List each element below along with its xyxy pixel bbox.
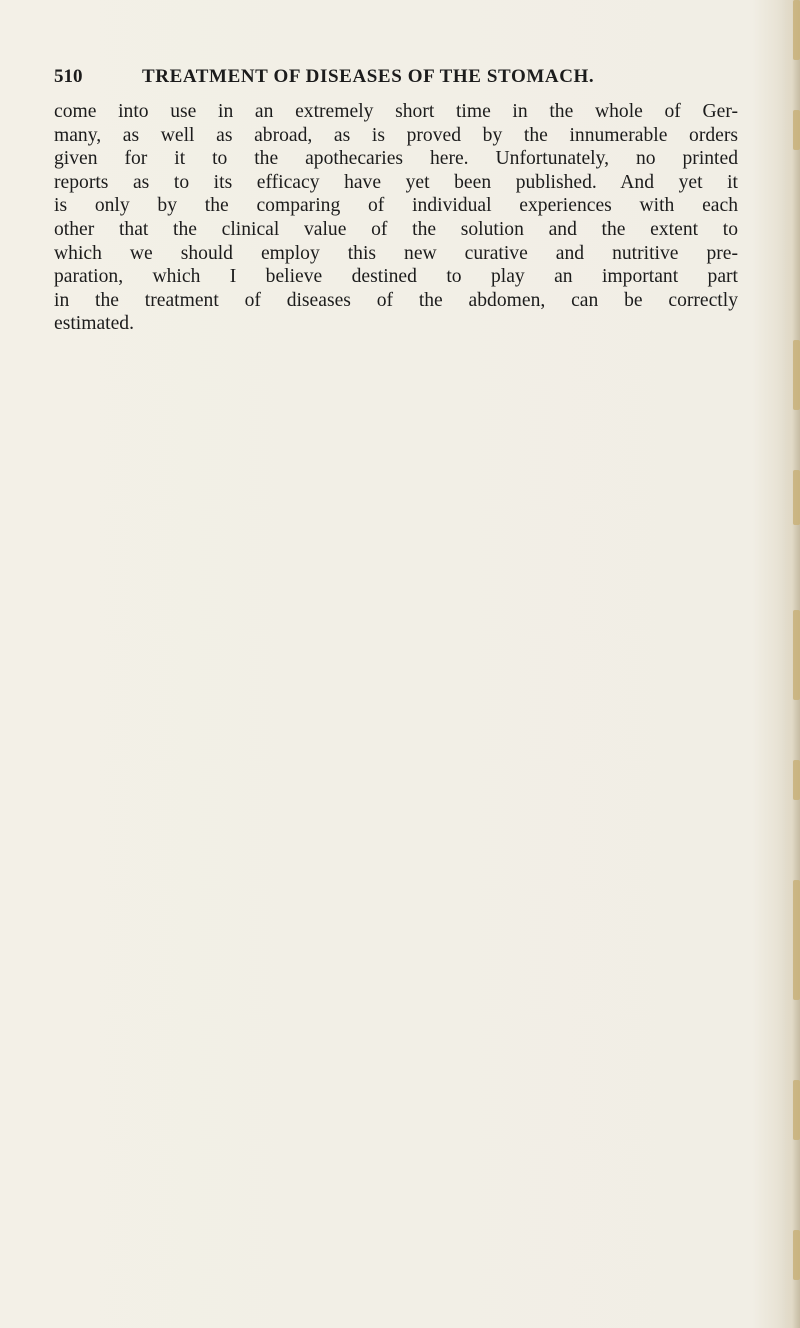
text-line: paration, which I believe destined to play an important part (54, 266, 738, 288)
page-number: 510 (54, 66, 83, 87)
running-head (54, 66, 744, 90)
page-edge-mark (793, 470, 800, 525)
page-edge-mark (793, 1080, 800, 1140)
text-line: come into use in an extremely short time in the whole of Ger- (54, 101, 738, 122)
text-line: is only by the comparing of individual experiences with each (54, 195, 738, 217)
body-paragraph (54, 100, 738, 336)
text-line: in the treatment of diseases of the abdomen, can be correctly (54, 289, 738, 311)
text-line: other that the clinical value of the solution and the extent to (54, 218, 738, 240)
text-line: reports as to its efficacy have yet been published. And yet it (54, 171, 738, 193)
text-line: given for it to the apothecaries here. Unfortunately, no printed (54, 148, 738, 170)
page-edge-mark (793, 0, 800, 60)
page-edge-shadow (782, 0, 800, 1328)
text-line: estimated. (54, 313, 134, 335)
page-edge-mark (793, 880, 800, 1000)
running-head-title: TREATMENT OF DISEASES OF THE STOMACH. (142, 66, 595, 87)
page-edge-mark (793, 110, 800, 150)
page-edge-mark (793, 760, 800, 800)
page-edge-mark (793, 610, 800, 700)
page-edge-mark (793, 1230, 800, 1280)
text-line: many, as well as abroad, as is proved by the innumerable orders (54, 124, 738, 146)
page-edge-mark (793, 340, 800, 410)
text-line: which we should employ this new curative and nutritive pre- (54, 242, 738, 264)
